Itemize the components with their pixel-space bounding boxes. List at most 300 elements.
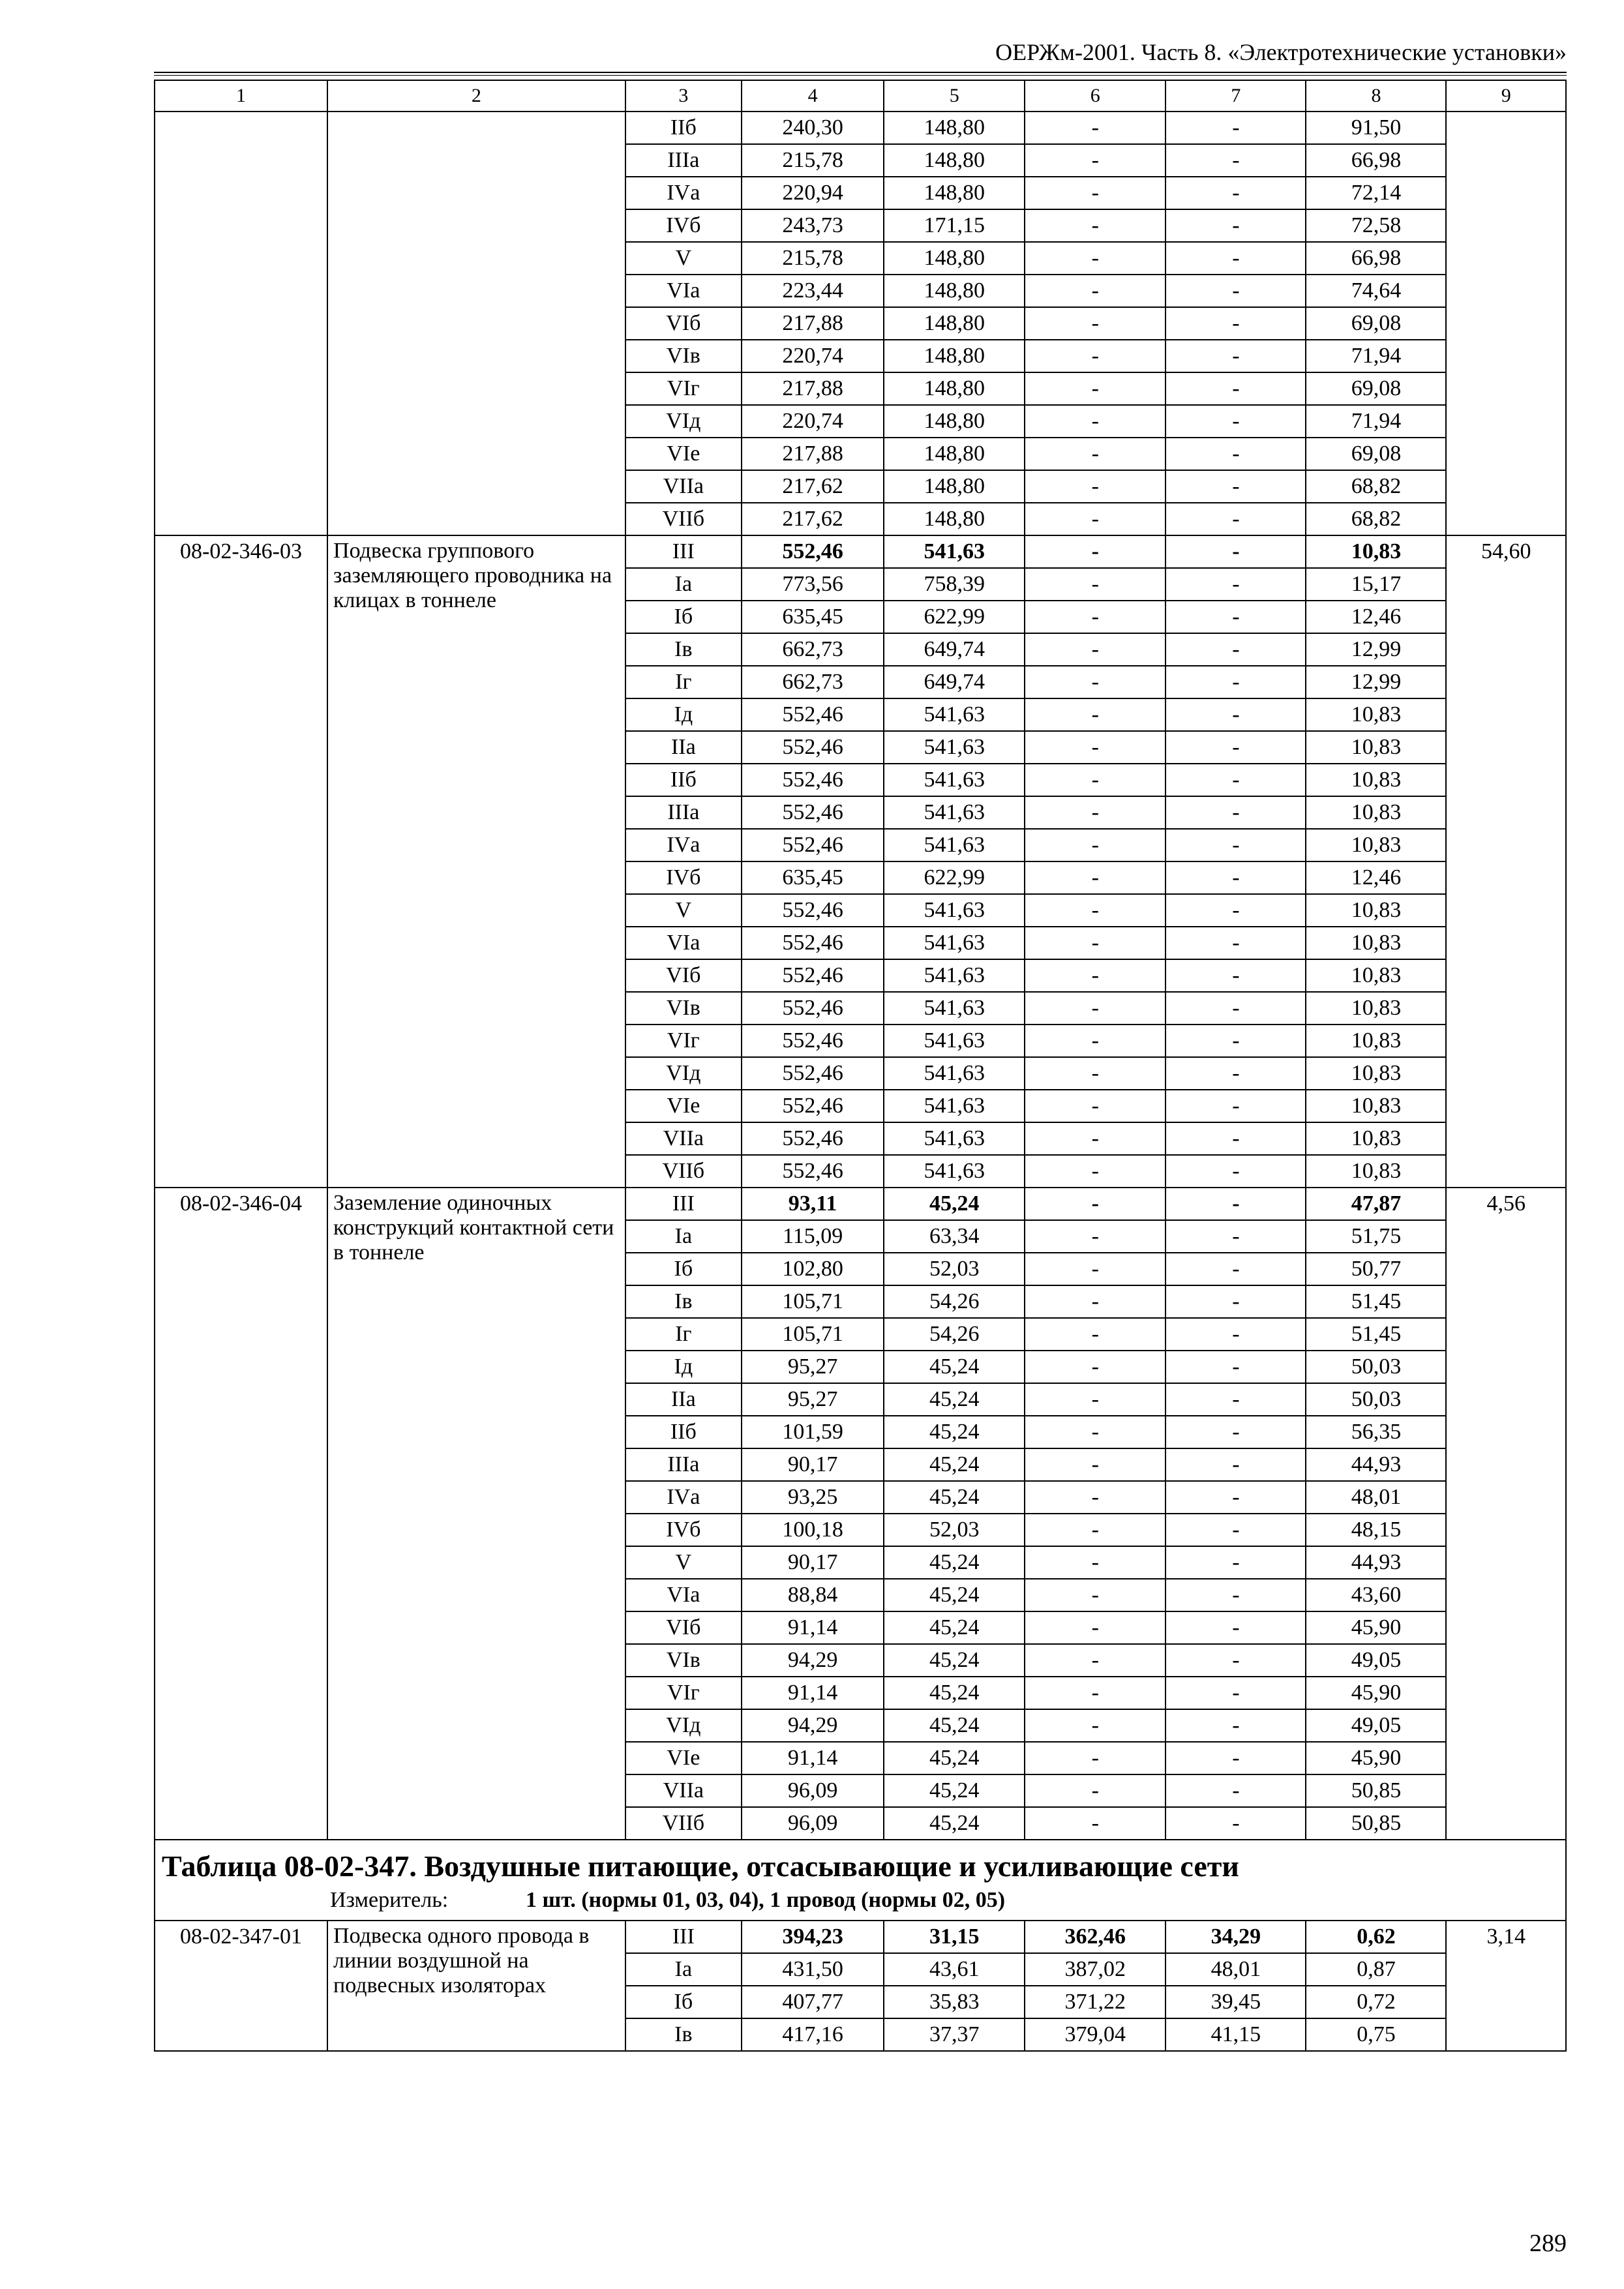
value-cell: 50,03: [1306, 1351, 1446, 1383]
value-cell: -: [1165, 503, 1306, 535]
value-cell: 48,01: [1165, 1953, 1306, 1986]
value-cell: -: [1165, 894, 1306, 927]
value-cell: -: [1025, 1318, 1165, 1351]
value-cell: 10,83: [1306, 731, 1446, 764]
table-title-row: [155, 1840, 1566, 1921]
value-cell: 105,71: [742, 1285, 884, 1318]
value-cell: 217,88: [742, 438, 884, 470]
value-cell: 105,71: [742, 1318, 884, 1351]
zone-cell: IIа: [625, 731, 742, 764]
value-cell: -: [1165, 927, 1306, 959]
value-cell: 10,83: [1306, 764, 1446, 796]
value-cell: 44,93: [1306, 1448, 1446, 1481]
value-cell: 541,63: [884, 829, 1025, 861]
value-cell: 68,82: [1306, 470, 1446, 503]
value-cell: 15,17: [1306, 568, 1446, 601]
value-cell: 552,46: [742, 1090, 884, 1122]
zone-cell: VIг: [625, 1677, 742, 1709]
value-cell: -: [1025, 340, 1165, 372]
value-cell: 63,34: [884, 1220, 1025, 1253]
value-cell: 148,80: [884, 242, 1025, 275]
value-cell: 541,63: [884, 992, 1025, 1025]
value-cell: -: [1025, 568, 1165, 601]
value-cell: 148,80: [884, 340, 1025, 372]
zone-cell: VIд: [625, 405, 742, 438]
value-cell: -: [1165, 1090, 1306, 1122]
value-cell: -: [1025, 1709, 1165, 1742]
value-cell: 379,04: [1025, 2018, 1165, 2051]
value-cell: -: [1165, 1122, 1306, 1155]
value-cell: 10,83: [1306, 698, 1446, 731]
value-cell: -: [1165, 438, 1306, 470]
zone-cell: IVб: [625, 861, 742, 894]
value-cell: -: [1025, 307, 1165, 340]
value-cell: 90,17: [742, 1448, 884, 1481]
value-cell: 44,93: [1306, 1546, 1446, 1579]
column9-cell: 3,14: [1446, 1921, 1566, 2051]
value-cell: 541,63: [884, 1057, 1025, 1090]
value-cell: -: [1025, 177, 1165, 209]
norm-description: Подвеска группового заземляющего проводника на клицах в тоннеле: [327, 535, 625, 1188]
zone-cell: VIе: [625, 1742, 742, 1774]
value-cell: 220,94: [742, 177, 884, 209]
value-cell: 10,83: [1306, 992, 1446, 1025]
value-cell: 102,80: [742, 1253, 884, 1285]
value-cell: 34,29: [1165, 1921, 1306, 1953]
zone-cell: Iа: [625, 1220, 742, 1253]
value-cell: 773,56: [742, 568, 884, 601]
value-cell: 45,24: [884, 1677, 1025, 1709]
zone-cell: Iв: [625, 2018, 742, 2051]
value-cell: 541,63: [884, 894, 1025, 927]
value-cell: 45,24: [884, 1644, 1025, 1677]
value-cell: -: [1025, 731, 1165, 764]
value-cell: 10,83: [1306, 1155, 1446, 1188]
value-cell: 635,45: [742, 861, 884, 894]
value-cell: 10,83: [1306, 1025, 1446, 1057]
value-cell: 45,24: [884, 1351, 1025, 1383]
value-cell: -: [1165, 1807, 1306, 1840]
value-cell: 12,46: [1306, 601, 1446, 633]
value-cell: 95,27: [742, 1351, 884, 1383]
value-cell: 68,82: [1306, 503, 1446, 535]
value-cell: 148,80: [884, 438, 1025, 470]
zone-cell: IIIа: [625, 144, 742, 177]
value-cell: 12,46: [1306, 861, 1446, 894]
value-cell: 552,46: [742, 535, 884, 568]
header-rule: [154, 72, 1567, 73]
value-cell: 407,77: [742, 1986, 884, 2018]
value-cell: -: [1025, 372, 1165, 405]
value-cell: 45,24: [884, 1481, 1025, 1514]
value-cell: -: [1025, 1774, 1165, 1807]
running-header: ОЕРЖм-2001. Часть 8. «Электротехнические установки»: [995, 39, 1567, 65]
value-cell: -: [1165, 1611, 1306, 1644]
value-cell: -: [1025, 1611, 1165, 1644]
zone-cell: VIд: [625, 1057, 742, 1090]
value-cell: -: [1025, 112, 1165, 144]
column-number: 4: [742, 80, 884, 112]
value-cell: 240,30: [742, 112, 884, 144]
zone-cell: Iб: [625, 1253, 742, 1285]
value-cell: -: [1165, 1285, 1306, 1318]
zone-cell: VIа: [625, 927, 742, 959]
value-cell: -: [1025, 894, 1165, 927]
column-number: 1: [155, 80, 327, 112]
value-cell: 69,08: [1306, 307, 1446, 340]
value-cell: 10,83: [1306, 829, 1446, 861]
value-cell: -: [1025, 1285, 1165, 1318]
value-cell: -: [1025, 1677, 1165, 1709]
value-cell: -: [1025, 1025, 1165, 1057]
value-cell: -: [1025, 927, 1165, 959]
value-cell: -: [1165, 698, 1306, 731]
value-cell: 45,24: [884, 1188, 1025, 1220]
value-cell: -: [1165, 666, 1306, 698]
value-cell: -: [1025, 1807, 1165, 1840]
value-cell: -: [1025, 992, 1165, 1025]
value-cell: 552,46: [742, 1057, 884, 1090]
norm-code: 08-02-347-01: [155, 1921, 327, 2051]
zone-cell: Iа: [625, 1953, 742, 1986]
column-number: 2: [327, 80, 625, 112]
value-cell: -: [1165, 275, 1306, 307]
value-cell: -: [1165, 1383, 1306, 1416]
value-cell: -: [1025, 601, 1165, 633]
zone-cell: VIIб: [625, 503, 742, 535]
value-cell: 96,09: [742, 1774, 884, 1807]
value-cell: 10,83: [1306, 894, 1446, 927]
value-cell: -: [1025, 1253, 1165, 1285]
value-cell: 66,98: [1306, 242, 1446, 275]
value-cell: 371,22: [1025, 1986, 1165, 2018]
zone-cell: Iг: [625, 666, 742, 698]
value-cell: -: [1025, 1188, 1165, 1220]
value-cell: 93,25: [742, 1481, 884, 1514]
value-cell: -: [1025, 1090, 1165, 1122]
value-cell: -: [1025, 666, 1165, 698]
value-cell: 148,80: [884, 503, 1025, 535]
zone-cell: III: [625, 1921, 742, 1953]
value-cell: -: [1025, 1351, 1165, 1383]
value-cell: 10,83: [1306, 1057, 1446, 1090]
value-cell: 552,46: [742, 1025, 884, 1057]
value-cell: 54,26: [884, 1318, 1025, 1351]
zone-cell: VIIб: [625, 1155, 742, 1188]
value-cell: 552,46: [742, 796, 884, 829]
value-cell: 51,45: [1306, 1318, 1446, 1351]
value-cell: -: [1165, 1579, 1306, 1611]
value-cell: -: [1025, 1579, 1165, 1611]
value-cell: -: [1165, 177, 1306, 209]
value-cell: -: [1025, 633, 1165, 666]
value-cell: 217,62: [742, 470, 884, 503]
value-cell: 217,88: [742, 307, 884, 340]
table-row: [155, 535, 1566, 568]
value-cell: 622,99: [884, 601, 1025, 633]
value-cell: 541,63: [884, 1090, 1025, 1122]
zone-cell: IIб: [625, 112, 742, 144]
value-cell: 88,84: [742, 1579, 884, 1611]
value-cell: -: [1165, 1318, 1306, 1351]
value-cell: 39,45: [1165, 1986, 1306, 2018]
value-cell: 243,73: [742, 209, 884, 242]
value-cell: 54,26: [884, 1285, 1025, 1318]
norm-code: 08-02-346-04: [155, 1188, 327, 1840]
norm-code: 08-02-346-03: [155, 535, 327, 1188]
value-cell: 71,94: [1306, 405, 1446, 438]
value-cell: 552,46: [742, 927, 884, 959]
value-cell: 541,63: [884, 698, 1025, 731]
zone-cell: IVа: [625, 829, 742, 861]
value-cell: 552,46: [742, 764, 884, 796]
header-rule-thin: [154, 75, 1567, 76]
zone-cell: Iа: [625, 568, 742, 601]
zone-cell: IVб: [625, 209, 742, 242]
value-cell: 10,83: [1306, 959, 1446, 992]
norm-description: [327, 112, 625, 535]
zone-cell: Iд: [625, 698, 742, 731]
value-cell: 541,63: [884, 796, 1025, 829]
value-cell: 217,62: [742, 503, 884, 535]
measure-line: [155, 1886, 1565, 1915]
value-cell: 215,78: [742, 242, 884, 275]
value-cell: -: [1025, 829, 1165, 861]
table-row: [155, 112, 1566, 144]
value-cell: 0,72: [1306, 1986, 1446, 2018]
norm-description: Подвеска одного провода в линии воздушной на подвесных изоляторах: [327, 1921, 625, 2051]
zone-cell: VIе: [625, 438, 742, 470]
value-cell: -: [1025, 1057, 1165, 1090]
column-number: 9: [1446, 80, 1566, 112]
value-cell: 552,46: [742, 992, 884, 1025]
value-cell: 10,83: [1306, 927, 1446, 959]
zone-cell: IIа: [625, 1383, 742, 1416]
value-cell: -: [1025, 698, 1165, 731]
value-cell: 50,03: [1306, 1383, 1446, 1416]
value-cell: 51,45: [1306, 1285, 1446, 1318]
value-cell: -: [1165, 535, 1306, 568]
value-cell: 10,83: [1306, 1122, 1446, 1155]
zone-cell: VIв: [625, 1644, 742, 1677]
norm-code: [155, 112, 327, 535]
value-cell: 541,63: [884, 535, 1025, 568]
zone-cell: Iб: [625, 601, 742, 633]
zone-cell: VIа: [625, 275, 742, 307]
value-cell: -: [1165, 1644, 1306, 1677]
value-cell: -: [1165, 861, 1306, 894]
value-cell: -: [1025, 209, 1165, 242]
value-cell: 148,80: [884, 275, 1025, 307]
value-cell: -: [1025, 861, 1165, 894]
zone-cell: V: [625, 1546, 742, 1579]
value-cell: -: [1165, 1025, 1306, 1057]
value-cell: -: [1025, 1644, 1165, 1677]
value-cell: 31,15: [884, 1921, 1025, 1953]
value-cell: 171,15: [884, 209, 1025, 242]
value-cell: 45,24: [884, 1546, 1025, 1579]
zone-cell: V: [625, 242, 742, 275]
value-cell: 12,99: [1306, 633, 1446, 666]
value-cell: 72,58: [1306, 209, 1446, 242]
value-cell: -: [1025, 470, 1165, 503]
zone-cell: III: [625, 535, 742, 568]
value-cell: 635,45: [742, 601, 884, 633]
value-cell: -: [1025, 764, 1165, 796]
zone-cell: VIд: [625, 1709, 742, 1742]
value-cell: 215,78: [742, 144, 884, 177]
value-cell: 50,85: [1306, 1774, 1446, 1807]
value-cell: -: [1165, 633, 1306, 666]
value-cell: 74,64: [1306, 275, 1446, 307]
value-cell: -: [1025, 959, 1165, 992]
value-cell: -: [1165, 829, 1306, 861]
value-cell: 10,83: [1306, 1090, 1446, 1122]
value-cell: 45,24: [884, 1774, 1025, 1807]
value-cell: -: [1165, 1416, 1306, 1448]
value-cell: 95,27: [742, 1383, 884, 1416]
value-cell: 552,46: [742, 959, 884, 992]
value-cell: -: [1165, 470, 1306, 503]
value-cell: 115,09: [742, 1220, 884, 1253]
value-cell: -: [1025, 1155, 1165, 1188]
value-cell: 45,90: [1306, 1677, 1446, 1709]
value-cell: 91,50: [1306, 112, 1446, 144]
column9-cell: [1446, 112, 1566, 535]
zone-cell: VIа: [625, 1579, 742, 1611]
norms-table: [154, 80, 1567, 2052]
zone-cell: IIб: [625, 764, 742, 796]
value-cell: 43,60: [1306, 1579, 1446, 1611]
zone-cell: VIIа: [625, 1122, 742, 1155]
value-cell: 49,05: [1306, 1644, 1446, 1677]
column-number: 3: [625, 80, 742, 112]
value-cell: -: [1025, 1546, 1165, 1579]
value-cell: -: [1025, 275, 1165, 307]
value-cell: 552,46: [742, 894, 884, 927]
value-cell: 0,62: [1306, 1921, 1446, 1953]
value-cell: 94,29: [742, 1709, 884, 1742]
value-cell: 48,01: [1306, 1481, 1446, 1514]
table-row: [155, 1188, 1566, 1220]
zone-cell: VIе: [625, 1090, 742, 1122]
value-cell: 148,80: [884, 144, 1025, 177]
value-cell: 45,24: [884, 1807, 1025, 1840]
value-cell: 758,39: [884, 568, 1025, 601]
zone-cell: VIг: [625, 372, 742, 405]
zone-cell: VIб: [625, 1611, 742, 1644]
value-cell: -: [1165, 1546, 1306, 1579]
value-cell: 96,09: [742, 1807, 884, 1840]
value-cell: 417,16: [742, 2018, 884, 2051]
value-cell: -: [1165, 568, 1306, 601]
value-cell: 662,73: [742, 633, 884, 666]
value-cell: -: [1165, 1481, 1306, 1514]
value-cell: -: [1165, 112, 1306, 144]
column-number: 6: [1025, 80, 1165, 112]
column-number-row: [155, 80, 1566, 112]
zone-cell: IVа: [625, 1481, 742, 1514]
value-cell: 91,14: [742, 1742, 884, 1774]
column-number: 5: [884, 80, 1025, 112]
value-cell: 91,14: [742, 1677, 884, 1709]
column9-cell: 54,60: [1446, 535, 1566, 1188]
value-cell: 148,80: [884, 112, 1025, 144]
value-cell: 362,46: [1025, 1921, 1165, 1953]
value-cell: 45,24: [884, 1416, 1025, 1448]
value-cell: -: [1165, 340, 1306, 372]
value-cell: 49,05: [1306, 1709, 1446, 1742]
norm-description: Заземление одиночных конструкций контактной сети в тоннеле: [327, 1188, 625, 1840]
value-cell: 50,77: [1306, 1253, 1446, 1285]
value-cell: -: [1025, 144, 1165, 177]
value-cell: 50,85: [1306, 1807, 1446, 1840]
zone-cell: VIв: [625, 992, 742, 1025]
value-cell: 56,35: [1306, 1416, 1446, 1448]
value-cell: 541,63: [884, 959, 1025, 992]
value-cell: -: [1165, 209, 1306, 242]
value-cell: -: [1165, 1057, 1306, 1090]
value-cell: 541,63: [884, 1025, 1025, 1057]
value-cell: -: [1165, 1774, 1306, 1807]
value-cell: -: [1025, 405, 1165, 438]
value-cell: 69,08: [1306, 438, 1446, 470]
zone-cell: IIIа: [625, 1448, 742, 1481]
zone-cell: VIг: [625, 1025, 742, 1057]
value-cell: 48,15: [1306, 1514, 1446, 1546]
value-cell: 94,29: [742, 1644, 884, 1677]
value-cell: -: [1165, 992, 1306, 1025]
zone-cell: Iг: [625, 1318, 742, 1351]
column9-cell: 4,56: [1446, 1188, 1566, 1840]
value-cell: -: [1165, 601, 1306, 633]
value-cell: 71,94: [1306, 340, 1446, 372]
value-cell: 552,46: [742, 1155, 884, 1188]
value-cell: -: [1165, 1448, 1306, 1481]
value-cell: 45,24: [884, 1742, 1025, 1774]
value-cell: 541,63: [884, 927, 1025, 959]
value-cell: -: [1165, 731, 1306, 764]
zone-cell: Iв: [625, 633, 742, 666]
value-cell: -: [1025, 1514, 1165, 1546]
value-cell: 552,46: [742, 698, 884, 731]
value-cell: 43,61: [884, 1953, 1025, 1986]
zone-cell: VIв: [625, 340, 742, 372]
value-cell: 148,80: [884, 307, 1025, 340]
zone-cell: V: [625, 894, 742, 927]
value-cell: -: [1165, 1220, 1306, 1253]
value-cell: -: [1025, 1481, 1165, 1514]
value-cell: 541,63: [884, 764, 1025, 796]
zone-cell: VIIа: [625, 1774, 742, 1807]
value-cell: -: [1165, 1514, 1306, 1546]
zone-cell: Iд: [625, 1351, 742, 1383]
value-cell: 0,87: [1306, 1953, 1446, 1986]
value-cell: 66,98: [1306, 144, 1446, 177]
value-cell: 552,46: [742, 1122, 884, 1155]
value-cell: 148,80: [884, 405, 1025, 438]
value-cell: 45,24: [884, 1383, 1025, 1416]
value-cell: 662,73: [742, 666, 884, 698]
value-cell: -: [1025, 796, 1165, 829]
value-cell: -: [1025, 1448, 1165, 1481]
value-cell: 649,74: [884, 666, 1025, 698]
value-cell: 72,14: [1306, 177, 1446, 209]
value-cell: 45,24: [884, 1611, 1025, 1644]
value-cell: 101,59: [742, 1416, 884, 1448]
zone-cell: VIIа: [625, 470, 742, 503]
value-cell: -: [1165, 1677, 1306, 1709]
